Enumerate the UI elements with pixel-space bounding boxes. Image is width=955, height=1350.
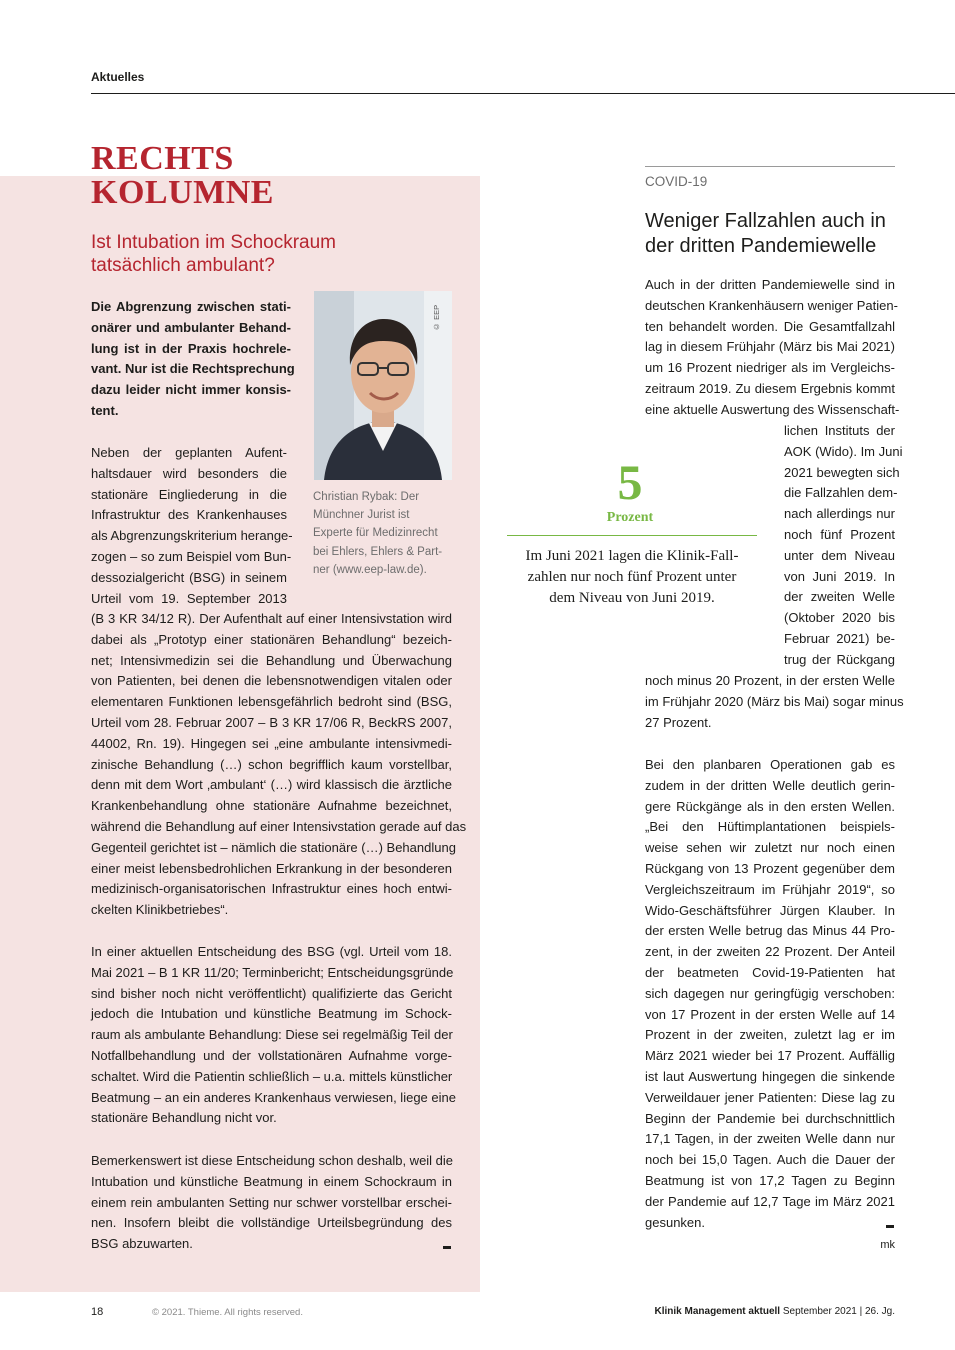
caption-line: ner (www.eep-law.de). [313, 563, 427, 576]
text-line: ten behandelt worden. Die Gesamtfallzahl [645, 318, 895, 334]
author-initials: mk [880, 1239, 895, 1251]
copyright: © 2021. Thieme. All rights reserved. [152, 1307, 303, 1318]
caption-line: bei Ehlers, Ehlers & Part- [313, 545, 443, 558]
news-end-mark [886, 1225, 894, 1228]
photo-credit: © EEP [432, 304, 441, 332]
text-line: zudem in der dritten Welle deutlich gerin- [645, 777, 895, 793]
text-line: Auch in der dritten Pandemiewelle sind in [645, 277, 895, 292]
section-label: Aktuelles [91, 70, 145, 84]
text-line: stationäre Behandlung nicht vor. [91, 1110, 277, 1126]
text-line: im Frühjahr 2020 (März bis Mai) sogar minus [645, 693, 904, 709]
article-end-mark [443, 1246, 451, 1249]
text-line: lag in diesem Frühjahr (März bis Mai 2021) [645, 339, 895, 355]
text-line: stationäre Eingliederung in die [91, 486, 287, 502]
legal-paragraph-3 [91, 1151, 452, 1255]
text-line: AOK (Wido). Im Juni [784, 443, 903, 459]
text-line: net; Intensivmedizin sei die Behandlung und Überwachung [91, 652, 452, 668]
text-line: noch minus 20 Prozent, in der ersten Welle [645, 673, 895, 688]
kicker-rule [645, 166, 895, 167]
text-line: als Abgrenzungskriterium herange- [91, 528, 293, 544]
text-line: ist laut Auswertung hingegen die sinkende [645, 1068, 895, 1084]
text-line: Wido-Geschäftsführer Jürgen Klauber. In [645, 902, 895, 918]
text-line: Urteil vom 19. September 2013 [91, 590, 287, 606]
text-line: um 16 Prozent niedriger als im Vergleichs- [645, 360, 895, 376]
lead-line: dazu leider nicht immer konsis- [91, 382, 291, 398]
text-line: zeitraum 2019. Zu diesem Ergebnis kommt [645, 380, 895, 396]
text-line: der zweiten Welle [784, 589, 895, 605]
text-line: einer meist lebensbedrohlichen Erkrankung in der besonderen [91, 860, 452, 876]
issue-info: September 2021 | 26. Jg. [782, 1306, 895, 1317]
text-line: noch fünf Prozent [784, 526, 895, 542]
text-line: Neben der geplanten Aufent- [91, 445, 287, 460]
caption-line: Münchner Jurist ist [313, 509, 410, 522]
news-paragraph-2 [645, 755, 895, 1233]
stat-text-line: Im Juni 2021 lagen die Klinik-Fall- [525, 548, 739, 564]
text-line: raum als ambulante Behandlung: Diese sei regelmäßig Teil der [91, 1027, 453, 1043]
text-line: Intubation und künstliche Beatmung in einem Schockraum in [91, 1173, 452, 1189]
text-line: Gegenteil gerichtet ist – nämlich die stationäre (…) Behandlung [91, 839, 456, 855]
text-line: Mai 2021 – B 1 KR 11/20; Terminbericht; Entscheidungsgründe [91, 964, 454, 980]
text-line: dessozialgericht (BSG) in seinem [91, 569, 287, 585]
headline-line: Weniger Fallzahlen auch in [645, 210, 886, 232]
stat-number: 5 [617, 454, 643, 510]
photo-caption [313, 488, 453, 579]
text-line: sind bisher noch nicht veröffentlicht) qualifizierte das Gericht [91, 985, 452, 1001]
text-line: Rückgang von 13 Prozent gegenüber dem [645, 860, 895, 876]
text-line: Infrastruktur des Krankenhauses [91, 507, 287, 523]
lead-line: lung ist in der Praxis hochrele- [91, 340, 291, 356]
text-line: einem rein ambulanten Setting nur schwer vorstellbar erschei- [91, 1194, 452, 1210]
news-paragraph-1-start [645, 275, 900, 421]
legal-paragraph-2 [91, 942, 456, 1129]
stat-text [507, 546, 757, 609]
caption-line: Experte für Medizinrecht [313, 527, 438, 540]
text-line: Krankenbehandlung ohne stationäre Aufnahme bezeichnet, [91, 798, 452, 814]
text-line: Bemerkenswert ist diese Entscheidung schon deshalb, weil die [91, 1153, 454, 1168]
text-line: haltsdauer wird besonders die [91, 465, 287, 481]
text-line: deutschen Krankenhäusern weniger Patien- [645, 297, 898, 313]
lead-line: Die Abgrenzung zwischen stati- [91, 299, 291, 314]
header-rule [91, 93, 955, 94]
legal-headline: Ist Intubation im Schockraum tatsächlich ambulant? [91, 232, 336, 276]
lead-line: vant. Nur ist die Rechtsprechung [91, 361, 295, 377]
page-number: 18 [91, 1306, 104, 1318]
text-line: ckelten Klinikbetriebes“. [91, 902, 229, 918]
text-line: der beatmeten Covid-19-Patienten hat [645, 964, 895, 980]
text-line: Bei den planbaren Operationen gab es [645, 757, 895, 772]
text-line: weise sehen wir zuletzt nur noch einen [645, 840, 895, 856]
news-headline [645, 209, 900, 259]
column-title [91, 142, 471, 210]
stat-text-line: zahlen nur noch fünf Prozent unter [527, 569, 737, 585]
column-title-line: RECHTS [91, 140, 234, 177]
text-line: medizinisch-organisatorischen Infrastruktur eines hoch entwi- [91, 881, 452, 897]
text-line: (Oktober 2020 bis [784, 610, 895, 626]
text-line: 27 Prozent. [645, 714, 712, 730]
stat-unit: Prozent [606, 510, 654, 525]
text-line: nach allerdings nur [784, 506, 895, 522]
text-line: Beatmung – an ein anderes Krankenhaus verwiesen, liege eine [91, 1089, 456, 1105]
text-line: von Juni 2019. In [784, 568, 895, 584]
text-line: schaltet. Wird die Patientin schließlich – u.a. mittels künstlicher [91, 1068, 453, 1084]
text-line: jedoch die Intubation und künstliche Beatmung im Schock- [91, 1006, 452, 1022]
text-line: Verweildauer jener Patienten: Diese lag zu [645, 1089, 895, 1105]
text-line: zogen – so zum Beispiel vom Bun- [91, 548, 292, 564]
lead-line: tent. [91, 402, 119, 418]
text-line: Beatmung ist von 17,2 Tagen zu Beginn [645, 1172, 895, 1188]
text-line: 2021 bewegten sich [784, 464, 900, 480]
text-line: lichen Instituts der [784, 423, 895, 438]
text-line: 17,1 Tagen, in der zweiten Welle dann nur [645, 1131, 895, 1147]
headline-line: der dritten Pandemiewelle [645, 235, 877, 257]
text-line: Urteil vom 28. Februar 2007 – B 3 KR 17/06 R, BeckRS 2007, [91, 714, 452, 730]
journal-name: Klinik Management aktuell [654, 1306, 781, 1317]
text-line: März 2021 wieder bei 17 Prozent. Auffällig [645, 1048, 895, 1064]
text-line: die Fallzahlen dem- [784, 485, 898, 501]
text-line: Beginn der Pandemie bei durchschnittlich [645, 1110, 895, 1126]
text-line: der Pandemie auf 12,7 Tage im März 2021 [645, 1193, 895, 1209]
text-line: Prozent in der zweiten, zuletzt lag er im [645, 1027, 895, 1043]
lead-line: onärer und ambulanter Behand- [91, 319, 291, 335]
text-line: von Patienten, bei denen die lebensnotwendigen vitalen oder [91, 673, 452, 689]
lead-paragraph [91, 297, 295, 422]
text-line: während die Behandlung auf einer Intensivstation gerade auf das [91, 818, 467, 834]
news-paragraph-1-narrow [784, 421, 903, 671]
text-line: dabei als „Prototyp einer stationären Behandlung“ bezeich- [91, 631, 452, 647]
text-line: trug der Rückgang [784, 651, 895, 667]
text-line: In einer aktuellen Entscheidung des BSG (vgl. Urteil vom 18. [91, 944, 452, 959]
kicker: COVID-19 [645, 174, 708, 189]
text-line: (B 3 KR 34/12 R). Der Aufenthalt auf einer Intensivstation wird [91, 611, 452, 626]
text-line: unter dem Niveau [784, 547, 895, 563]
text-line: gesunken. [645, 1214, 705, 1230]
text-line: zent, in der zweiten 22 Prozent. Der Anteil [645, 944, 895, 960]
text-line: Vergleichszeitraum im Frühjahr 2019“, so [645, 881, 895, 897]
legal-paragraph-1-start [91, 443, 293, 609]
text-line: noch bei 15,0 Tagen. Auch die Dauer der [645, 1152, 895, 1168]
stat-rule [507, 535, 757, 536]
text-line: elementaren Funktionen lebensgefährlich bedroht sind (BSG, [91, 694, 452, 710]
legal-paragraph-1-cont [91, 609, 467, 921]
text-line: der ersten Welle betrug das Minus 44 Pro- [645, 923, 895, 939]
text-line: Notfallbehandlung und der vollstationären Aufnahme vorge- [91, 1047, 452, 1063]
text-line: sich dagegen nur geringfügig verschoben: [645, 985, 895, 1001]
text-line: eine aktuelle Auswertung des Wissenschaft- [645, 401, 900, 417]
stat-text-line: dem Niveau von Juni 2019. [549, 590, 715, 606]
text-line: nen. Insofern bleibt die vollständige Urteilsbegründung des [91, 1215, 452, 1231]
text-line: Februar 2021) be- [784, 630, 895, 646]
text-line: zinische Behandlung (…) schon begrifflich kaum vorstellbar, [91, 756, 452, 772]
text-line: gere Rückgänge als in den ersten Wellen. [645, 798, 895, 814]
column-title-line: KOLUMNE [91, 174, 274, 211]
text-line: BSG abzuwarten. [91, 1236, 193, 1252]
text-line: denn mit dem Wort ‚ambulant‘ (…) wird klassisch die ärztliche [91, 777, 452, 793]
text-line: von 17 Prozent in der ersten Welle auf 14 [645, 1006, 895, 1022]
text-line: 44002, Rn. 19). Hingegen sei „eine ambulante intensivmedi- [91, 735, 452, 751]
journal-info [655, 1306, 896, 1317]
text-line: „Bei den Hüftimplantationen beispiels- [645, 819, 895, 835]
news-paragraph-1-end [645, 671, 904, 733]
caption-line: Christian Rybak: Der [313, 491, 420, 503]
